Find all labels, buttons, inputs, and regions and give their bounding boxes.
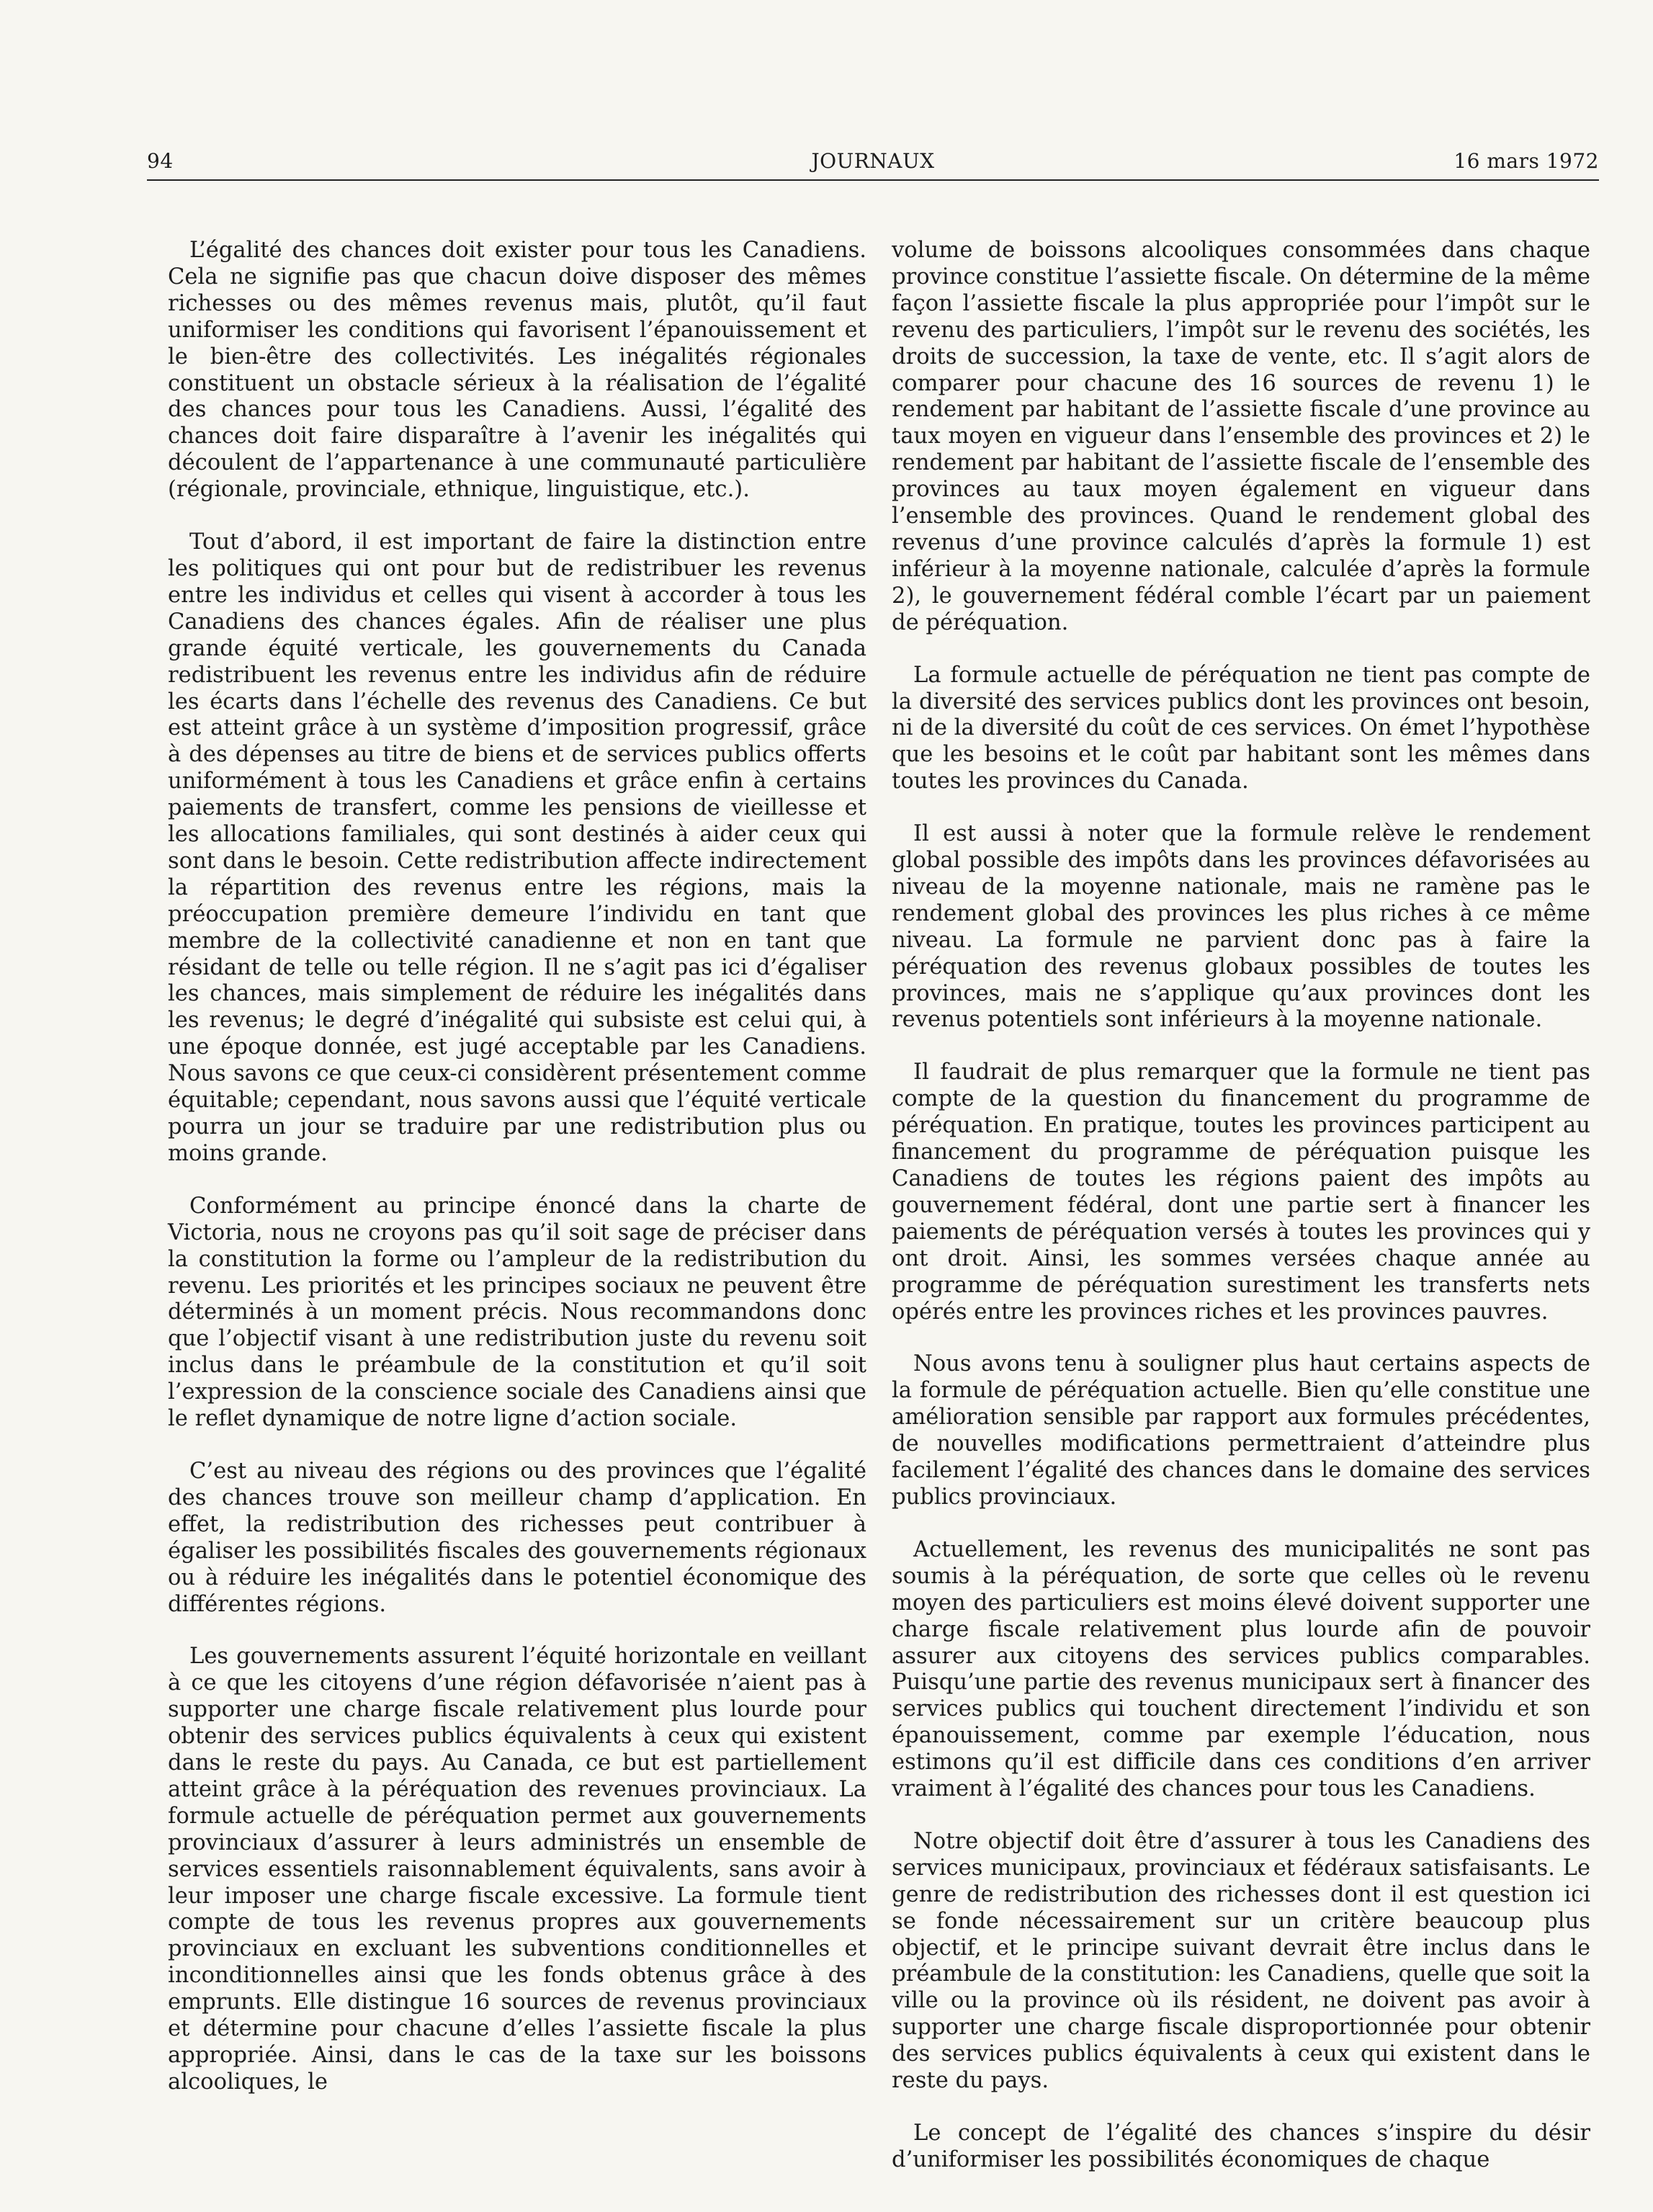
- paragraph: Conformément au principe énoncé dans la charte de Victoria, nous ne croyons pas qu’il soit sage de préciser dans la constitution la forme ou l’ampleur de la redistribution du revenu. Les priorités et les principes sociaux ne peuvent être déterminés à un moment précis. Nous recommandons donc que l’objectif visant à une redistribution juste du revenu soit inclus dans le préambule de la constitution et qu’il soit l’expression de la conscience sociale des Canadiens ainsi que le reflet dynamique de notre ligne d’action sociale.: [168, 1193, 866, 1432]
- paragraph: Il est aussi à noter que la formule relève le rendement global possible des impôts dans les provinces défavorisées au niveau de la moyenne nationale, mais ne ramène pas le rendement global des provinces les plus riches à ce même niveau. La formule ne parvient donc pas à faire la péréquation des revenus globaux possibles de toutes les provinces, mais ne s’applique qu’aux provinces dont les revenus potentiels sont inférieurs à la moyenne nationale.: [892, 821, 1590, 1033]
- page-header: [147, 148, 1599, 181]
- paragraph: C’est au niveau des régions ou des provinces que l’égalité des chances trouve son meilleur champ d’application. En effet, la redistribution des richesses peut contribuer à égaliser les possibilités fiscales des gouvernements régionaux ou à réduire les inégalités dans le potentiel économique des différentes régions.: [168, 1458, 866, 1617]
- page-number: 94: [147, 149, 174, 173]
- right-column: [892, 238, 1590, 2200]
- page-date: 16 mars 1972: [1453, 149, 1599, 173]
- left-column: [168, 238, 866, 2122]
- paragraph: Tout d’abord, il est important de faire la distinction entre les politiques qui ont pour but de redistribuer les revenus entre les individus et celles qui visent à accorder à tous les Canadiens des chances égales. Afin de réaliser une plus grande équité verticale, les gouvernements du Canada redistribuent les revenus entre les individus afin de réduire les écarts dans l’échelle des revenus des Canadiens. Ce but est atteint grâce à un système d’imposition progressif, grâce à des dépenses au titre de biens et de services publics offerts uniformément à tous les Canadiens et grâce enfin à certains paiements de transfert, comme les pensions de vieillesse et les allocations familiales, qui sont destinés à aider ceux qui sont dans le besoin. Cette redistribution affecte indirectement la répartition des revenus entre les régions, mais la préoccupation première demeure l’individu en tant que membre de la collectivité canadienne et non en tant que résidant de telle ou telle région. Il ne s’agit pas ici d’égaliser les chances, mais simplement de réduire les inégalités dans les revenus; le degré d’inégalité qui subsiste est celui qui, à une époque donnée, est jugé acceptable par les Canadiens. Nous savons ce que ceux-ci considèrent présentement comme équitable; cependant, nous savons aussi que l’équité verticale pourra un jour se traduire par une redistribution plus ou moins grande.: [168, 529, 866, 1166]
- paragraph-continued: volume de boissons alcooliques consommées dans chaque province constitue l’assiette fiscale. On détermine de la même façon l’assiette fiscale la plus appropriée pour l’impôt sur le revenu des particuliers, l’impôt sur le revenu des sociétés, les droits de succession, la taxe de vente, etc. Il s’agit alors de comparer pour chacune des 16 sources de revenu 1) le rendement par habitant de l’assiette fiscale d’une province au taux moyen en vigueur dans l’ensemble des provinces et 2) le rendement par habitant de l’assiette fiscale de l’ensemble des provinces au taux moyen également en vigueur dans l’ensemble des provinces. Quand le rendement global des revenus d’une province calculés d’après la formule 1) est inférieur à la moyenne nationale, calculée d’après la formule 2), le gouvernement fédéral comble l’écart par un paiement de péréquation.: [892, 238, 1590, 635]
- paragraph: L’égalité des chances doit exister pour tous les Canadiens. Cela ne signifie pas que chacun doive disposer des mêmes richesses ou des mêmes revenus mais, plutôt, qu’il faut uniformiser les conditions qui favorisent l’épanouissement et le bien-être des collectivités. Les inégalités régionales constituent un obstacle sérieux à la réalisation de l’égalité des chances pour tous les Canadiens. Aussi, l’égalité des chances doit faire disparaître à l’avenir les inégalités qui découlent de l’appartenance à une communauté particulière (régionale, provinciale, ethnique, linguistique, etc.).: [168, 238, 866, 503]
- paragraph: Le concept de l’égalité des chances s’inspire du désir d’uniformiser les possibilités économiques de chaque: [892, 2121, 1590, 2172]
- running-title: JOURNAUX: [811, 149, 935, 173]
- paragraph: Actuellement, les revenus des municipalités ne sont pas soumis à la péréquation, de sorte que celles où le revenu moyen des particuliers est moins élevé doivent supporter une charge fiscale relativement plus lourde afin de pouvoir assurer aux citoyens des services publics comparables. Puisqu’une partie des revenus municipaux sert à financer des services publics qui touchent directement l’individu et son épanouissement, comme par exemple l’éducation, nous estimons qu’il est difficile dans ces conditions d’en arriver vraiment à l’égalité des chances pour tous les Canadiens.: [892, 1536, 1590, 1802]
- paragraph: Les gouvernements assurent l’équité horizontale en veillant à ce que les citoyens d’une région défavorisée n’aient pas à supporter une charge fiscale relativement plus lourde pour obtenir des services publics équivalents à ceux qui existent dans le reste du pays. Au Canada, ce but est partiellement atteint grâce à la péréquation des revenues provinciaux. La formule actuelle de péréquation permet aux gouvernements provinciaux d’assurer à leurs administrés un ensemble de services essentiels raisonnablement équivalents, sans avoir à leur imposer une charge fiscale excessive. La formule tient compte de tous les revenus propres aux gouvernements provinciaux en excluant les subventions conditionnelles et inconditionnelles ainsi que les fonds obtenus grâce à des emprunts. Elle distingue 16 sources de revenus provinciaux et détermine pour chacune d’elles l’assiette fiscale la plus appropriée. Ainsi, dans le cas de la taxe sur les boissons alcooliques, le: [168, 1644, 866, 2095]
- paragraph: Notre objectif doit être d’assurer à tous les Canadiens des services municipaux, provinciaux et fédéraux satisfaisants. Le genre de redistribution des richesses dont il est question ici se fonde nécessairement sur un critère beaucoup plus objectif, et le principe suivant devrait être inclus dans le préambule de la constitution: les Canadiens, quelle que soit la ville ou la province où ils résident, ne doivent pas avoir à supporter une charge fiscale disproportionnée pour obtenir des services publics équivalents à ceux qui existent dans le reste du pays.: [892, 1828, 1590, 2094]
- paragraph: Il faudrait de plus remarquer que la formule ne tient pas compte de la question du financement du programme de péréquation. En pratique, toutes les provinces participent au financement du programme de péréquation puisque les Canadiens de toutes les régions paient des impôts au gouvernement fédéral, dont une partie sert à financer les paiements de péréquation versés à toutes les provinces qui y ont droit. Ainsi, les sommes versées chaque année au programme de péréquation surestiment les transferts nets opérés entre les provinces riches et les provinces pauvres.: [892, 1060, 1590, 1325]
- paragraph: La formule actuelle de péréquation ne tient pas compte de la diversité des services publics dont les provinces ont besoin, ni de la diversité du coût de ces services. On émet l’hypothèse que les besoins et le coût par habitant sont les mêmes dans toutes les provinces du Canada.: [892, 662, 1590, 794]
- paragraph: Nous avons tenu à souligner plus haut certains aspects de la formule de péréquation actuelle. Bien qu’elle constitue une amélioration sensible par rapport aux formules précédentes, de nouvelles modifications permettraient d’atteindre plus facilement l’égalité des chances dans le domaine des services publics provinciaux.: [892, 1351, 1590, 1510]
